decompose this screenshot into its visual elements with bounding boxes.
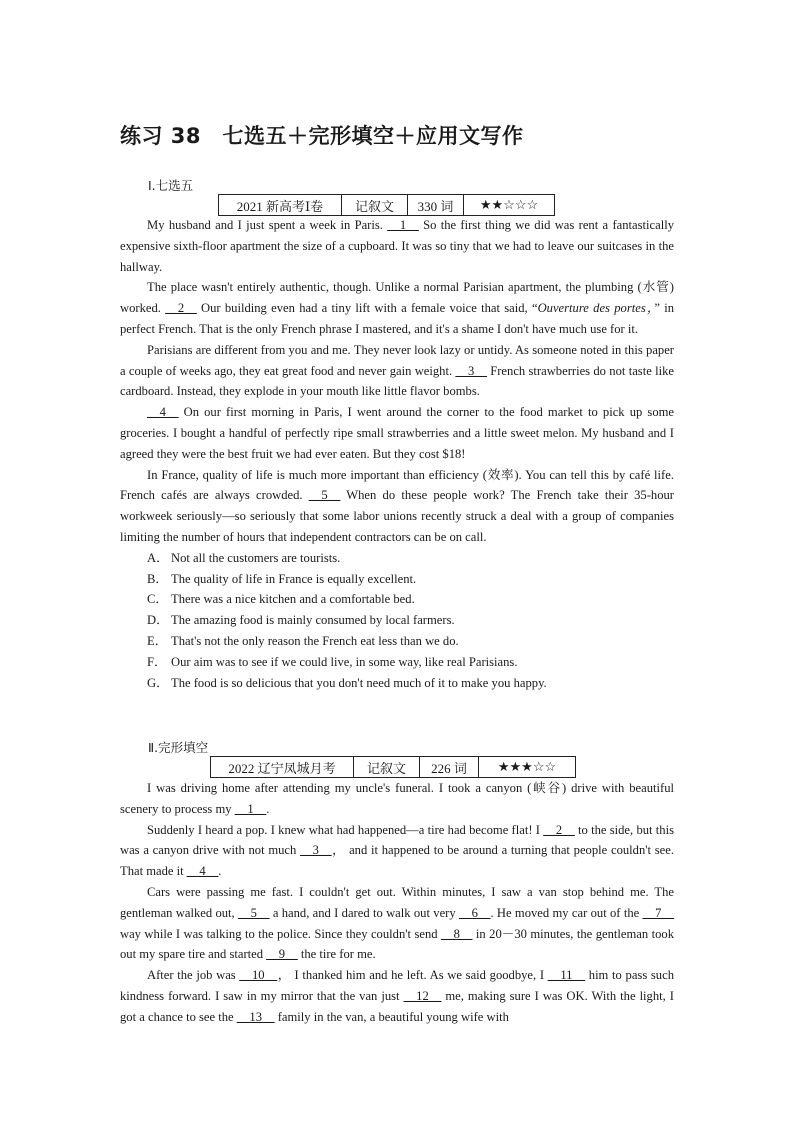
- option-b: B． The quality of life in France is equally excellent.: [147, 571, 417, 586]
- option-c: C． There was a nice kitchen and a comfortable bed.: [147, 592, 415, 607]
- blank-11: __11__: [547, 968, 586, 983]
- page-title: 练习 38 七选五＋完形填空＋应用文写作: [120, 124, 524, 148]
- info-wordcount: 226 词: [420, 757, 479, 778]
- french-phrase: Ouverture des portes，: [537, 301, 655, 316]
- info-genre: 记叙文: [354, 757, 420, 778]
- paragraph: Cars were passing me fast. I couldn't get out. Within minutes, I saw a van stop behind me. The gentleman walked out, __5__ a hand, and I dared to walk out very __6__. He moved my car out of the __7__ way while I was talking to the police. Since they couldn't send __8__ in 20－30 minutes, the gentleman took out my spare tire and started __9__ the tire for me.: [120, 884, 675, 962]
- option-d: D． The amazing food is mainly consumed by local farmers.: [147, 613, 455, 628]
- blank-4: __4__: [186, 864, 219, 879]
- section1-heading: Ⅰ.七选五: [148, 178, 194, 193]
- blank-8: __8__: [440, 926, 473, 941]
- blank-12: __12__: [403, 988, 442, 1003]
- paragraph: The place wasn't entirely authentic, though. Unlike a normal Parisian apartment, the plumbing (水管) worked. __2__ Our building even had a tiny lift with a female voice that said, “Ouverture des portes，” in perfect French. That is the only French phrase I mastered, and it's a shame I don't have much use for it.: [120, 280, 674, 336]
- paragraph: __4__ On our first morning in Paris, I went around the corner to the food market to pick up some groceries. I bought a handful of perfectly ripe small strawberries and a little sweet melon. My husband and I agreed they were the best fruit we had ever eaten. But they cost $18!: [120, 405, 674, 461]
- info-difficulty: ★★★☆☆: [479, 757, 576, 778]
- info-difficulty: ★★☆☆☆: [464, 195, 555, 216]
- section2-info-table: [210, 756, 576, 778]
- paragraph: I was driving home after attending my uncle's funeral. I took a canyon (峡谷) drive with beautiful scenery to process my __1__.: [120, 781, 674, 816]
- blank-5: __5__: [308, 488, 341, 503]
- blank-1: __1__: [387, 218, 419, 232]
- option-a: A． Not all the customers are tourists.: [147, 550, 341, 565]
- section2-passage: [120, 778, 674, 1028]
- section2-heading: Ⅱ.完形填空: [148, 740, 209, 755]
- info-source: 2021 新高考Ⅰ卷: [219, 195, 342, 216]
- blank-7: __7__: [642, 905, 675, 920]
- info-genre: 记叙文: [342, 195, 408, 216]
- paragraph: Parisians are different from you and me. They never look lazy or untidy. As someone noted in this paper a couple of weeks ago, they eat great food and never gain weight. __3__ French strawberries do not taste like cardboard. Instead, they explode in your mouth like little flavor bombs.: [120, 342, 674, 399]
- option-g: G． The food is so delicious that you don't need much of it to make you happy.: [147, 675, 547, 690]
- option-f: F． Our aim was to see if we could live, in some way, like real Parisians.: [147, 654, 518, 669]
- paragraph: My husband and I just spent a week in Paris. __1__ So the first thing we did was rent a fantastically expensive sixth-floor apartment the size of a cupboard. It was so tiny that we had to leave our suitcases in the hallway.: [120, 218, 674, 274]
- blank-10: __10__: [239, 968, 278, 983]
- blank-4: __4__: [147, 405, 179, 420]
- blank-3: __3__: [300, 843, 332, 858]
- blank-6: __6__: [458, 905, 491, 920]
- blank-5: __5__: [238, 905, 270, 920]
- blank-2: __2__: [543, 822, 575, 837]
- blank-13: __13__: [236, 1009, 275, 1024]
- blank-1: __1__: [234, 801, 267, 816]
- blank-3: __3__: [455, 363, 487, 378]
- paragraph: In France, quality of life is much more important than efficiency (效率). You can tell this by café life. French cafés are always crowded. __5__ When do these people work? The French take their 35-hour workweek seriously—so seriously that some labor unions recently struck a deal with a group of companies limiting the number of hours that independent contractors can be on call.: [120, 467, 674, 544]
- blank-9: __9__: [266, 947, 298, 962]
- info-wordcount: 330 词: [408, 195, 464, 216]
- blank-2: __2__: [165, 301, 197, 316]
- option-e: E． That's not the only reason the French eat less than we do.: [147, 633, 459, 648]
- section1-passage: [120, 215, 674, 693]
- info-source: 2022 辽宁凤城月考: [211, 757, 354, 778]
- paragraph: Suddenly I heard a pop. I knew what had happened—a tire had become flat! I __2__ to the side, but this was a canyon drive with not much __3__， and it happened to be around a turning that people couldn't see. That made it __4__.: [120, 822, 674, 879]
- paragraph: After the job was __10__， I thanked him and he left. As we said goodbye, I __11__ him to pass such kindness forward. I saw in my mirror that the van just __12__ me, making sure I was OK. With the light, I got a chance to see the __13__ family in the van, a beautiful young wife with: [120, 968, 674, 1024]
- section1-info-table: [218, 194, 555, 216]
